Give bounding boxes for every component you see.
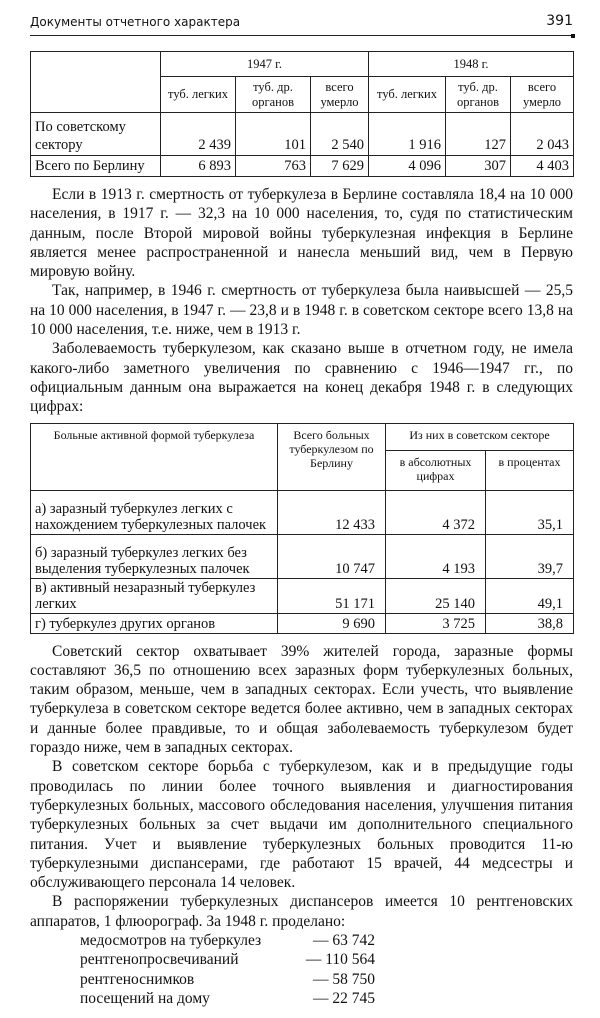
row-label: г) туберкулез других органов	[31, 613, 278, 633]
column-header: Больные активной формой туберкулеза	[31, 423, 278, 490]
cell: 1 916	[369, 113, 446, 156]
column-header: туб. легких	[161, 77, 236, 113]
empty-corner	[31, 52, 161, 113]
cell: 101	[236, 113, 311, 156]
list-item	[80, 950, 573, 969]
column-header: туб. легких	[369, 77, 446, 113]
cell: 2 043	[511, 113, 574, 156]
table-row	[31, 613, 574, 633]
cell: 35,1	[486, 490, 574, 534]
cell: 4 193	[386, 534, 486, 578]
table-row	[31, 156, 574, 177]
running-title: Документы отчетного характера	[30, 15, 241, 29]
column-header: туб. др. органов	[446, 77, 511, 113]
year-header: 1948 г.	[369, 52, 574, 77]
row-label: б) заразный туберкулез легких без выделения туберкулезных палочек	[31, 534, 278, 578]
cell: 9 690	[278, 613, 386, 633]
cell: 38,8	[486, 613, 574, 633]
morbidity-table	[30, 423, 574, 634]
list-label: посещений на дому	[80, 989, 210, 1007]
column-header: всего умерло	[311, 77, 369, 113]
list-value: — 110 564	[305, 951, 375, 969]
cell: 3 725	[386, 613, 486, 633]
cell: 49,1	[486, 578, 574, 613]
table-row	[31, 534, 574, 578]
list-label: рентгенопросвечиваний	[80, 951, 239, 969]
column-header: Всего больных туберкулезом по Берлину	[278, 423, 386, 490]
cell: 4 403	[511, 156, 574, 177]
paragraph: Если в 1913 г. смертность от туберкулеза в Берлине составляла 18,4 на 10 000 населения, в 1917 г. — 32,3 на 10 000 населения, то, судя по статистическим данным, после Второй мировой войны туберкулезная инфекция в Берлине является менее распространенной и нанесла меньший вид, чем в Первую мировую войну.	[30, 186, 573, 281]
cell: 307	[446, 156, 511, 177]
year-header: 1947 г.	[161, 52, 369, 77]
cell: 7 629	[311, 156, 369, 177]
column-header: в процентах	[486, 450, 574, 490]
column-header: всего умерло	[511, 77, 574, 113]
list-label: рентгеноснимков	[80, 970, 195, 988]
list-item	[80, 970, 573, 989]
cell: 25 140	[386, 578, 486, 613]
list-label: медосмотров на туберкулез	[80, 932, 262, 950]
paragraph: В распоряжении туберкулезных диспансеров имеется 10 рентгеновских аппаратов, 1 флюорограф. За 1948 г. проделано:	[30, 893, 573, 930]
page-number: 391	[546, 13, 573, 29]
running-header	[30, 13, 573, 36]
cell: 127	[446, 113, 511, 156]
cell: 2 439	[161, 113, 236, 156]
list-value: — 63 742	[313, 932, 375, 950]
cell: 4 372	[386, 490, 486, 534]
group-header: Из них в советском секторе	[386, 423, 574, 450]
column-header: в абсолютных цифрах	[386, 450, 486, 490]
cell: 39,7	[486, 534, 574, 578]
table-row	[31, 490, 574, 534]
paragraph: Так, например, в 1946 г. смертность от туберкулеза была наивысшей — 25,5 на 10 000 населения, в 1947 г. — 23,8 и в 1948 г. в советском секторе всего 13,8 на 10 000 населения, т.е. ниже, чем в 1913 г.	[30, 282, 573, 339]
cell: 4 096	[369, 156, 446, 177]
mortality-table	[30, 51, 574, 177]
cell: 763	[236, 156, 311, 177]
table-row	[31, 113, 574, 156]
row-label: а) заразный туберкулез легких с нахождением туберкулезных палочек	[31, 490, 278, 534]
paragraph: Заболеваемость туберкулезом, как сказано выше в отчетном году, не имела какого-либо заметного увеличения по сравнению с 1946—1947 гг., по официальным данным она выражается на конец декабря 1948 г. в следующих цифрах:	[30, 340, 573, 416]
list-value: — 58 750	[313, 970, 375, 988]
cell: 51 171	[278, 578, 386, 613]
cell: 12 433	[278, 490, 386, 534]
column-header: туб. др. органов	[236, 77, 311, 113]
cell: 6 893	[161, 156, 236, 177]
table-row	[31, 578, 574, 613]
row-label: Всего по Берлину	[31, 156, 161, 177]
paragraph: Советский сектор охватывает 39% жителей города, заразные формы составляют 36,5 по отношению всех заразных форм туберкулезных больных, таким образом, меньше, чем в западных секторах. Если учесть, что выявление туберкулеза в советском секторе ведется более активно, чем в западных секторах и данные более правдивые, то и общая заболеваемость туберкулезом будет гораздо ниже, чем в западных секторах.	[30, 642, 573, 757]
cell: 2 540	[311, 113, 369, 156]
paragraph: В советском секторе борьба с туберкулезом, как и в предыдущие годы проводилась по линии более точного выявления и диагностирования туберкулезных больных, массового обследования населения, улучшения питания туберкулезных больных за счет выдачи им дополнительного специального питания. Учет и выявление туберкулезных больных проводится 11-ю туберкулезными диспансерами, где работают 15 врачей, 44 медсестры и обслуживающего персонала 14 человек.	[30, 758, 573, 892]
row-label: в) активный незаразный туберкулез легких	[31, 578, 278, 613]
list-item	[80, 989, 573, 1008]
procedures-list	[80, 931, 573, 1008]
row-label: По советскому сектору	[31, 113, 161, 156]
header-rule-mark	[571, 34, 575, 38]
list-value: — 22 745	[313, 989, 375, 1007]
cell: 10 747	[278, 534, 386, 578]
